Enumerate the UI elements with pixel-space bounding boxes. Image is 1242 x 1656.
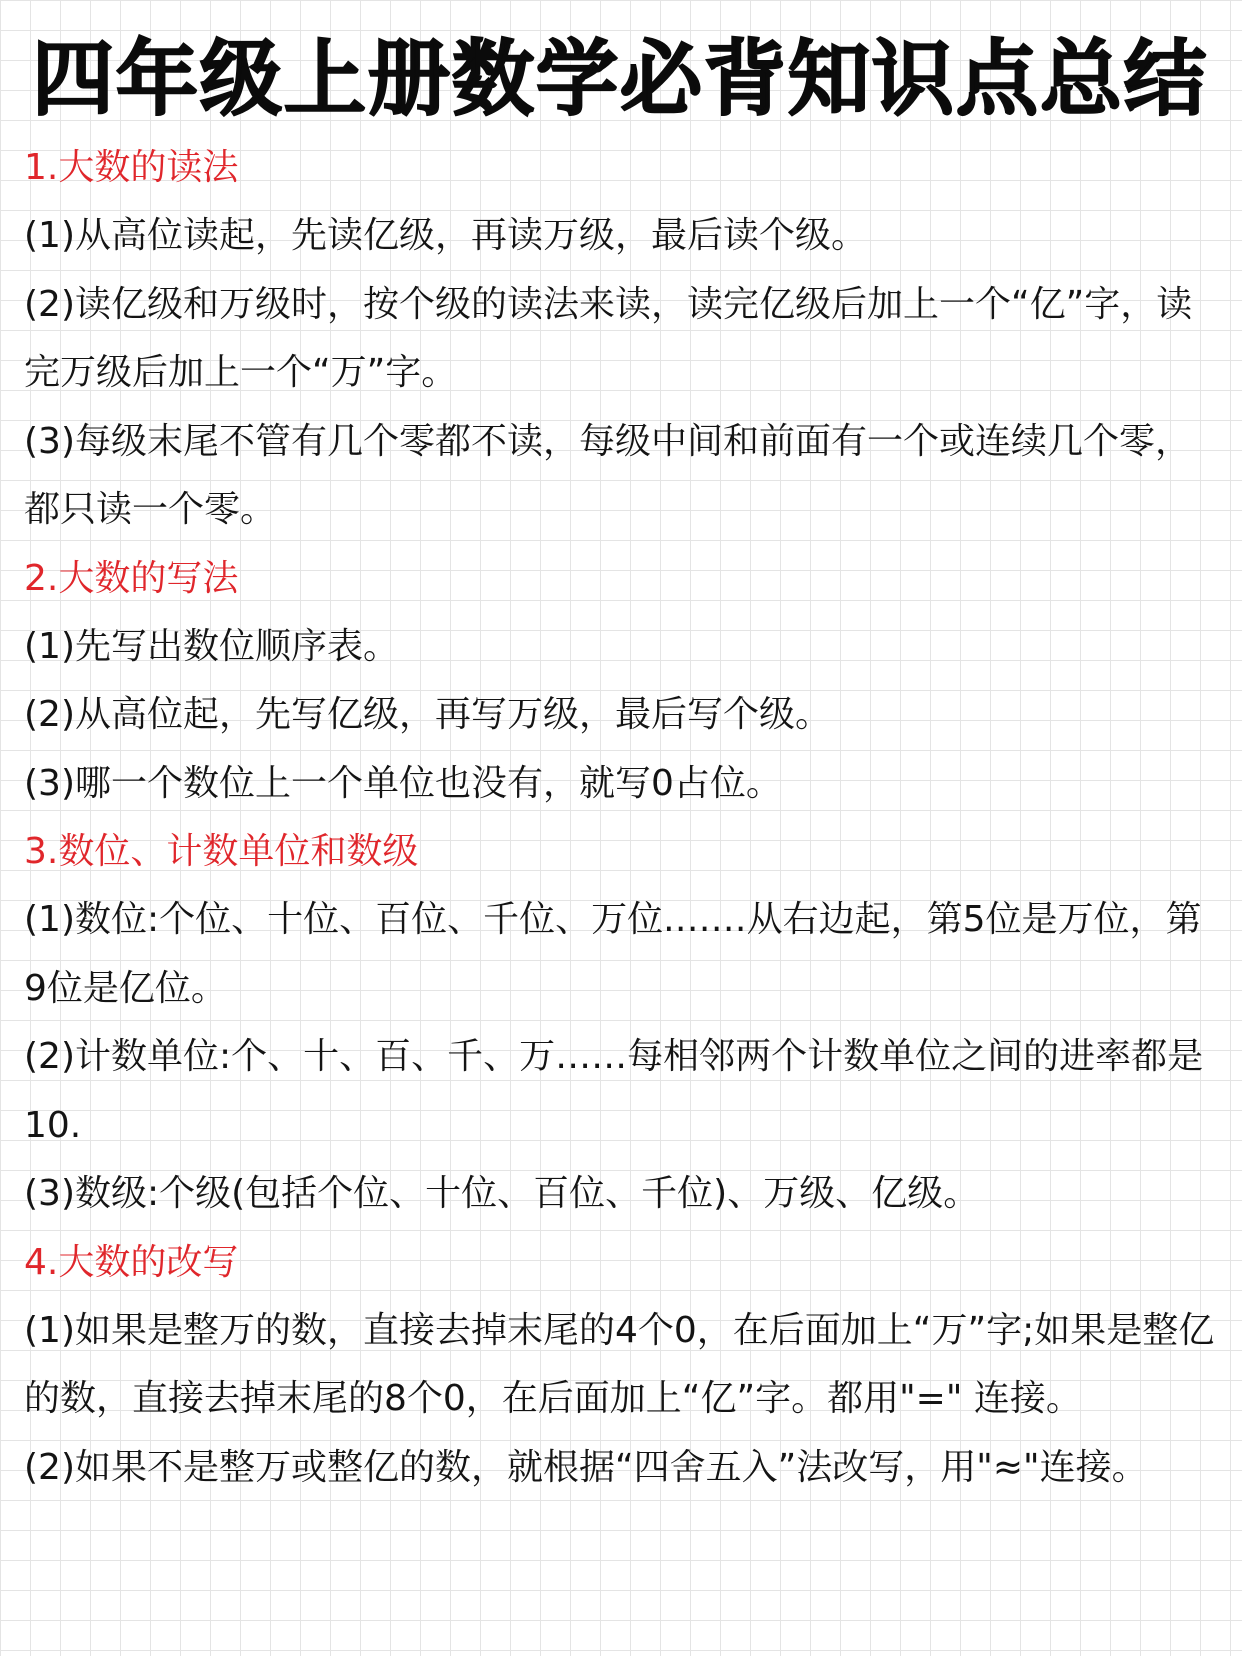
list-item: (1)从高位读起，先读亿级，再读万级，最后读个级。 [24, 215, 867, 256]
list-item: (2)计数单位:个、十、百、千、万……每相邻两个计数单位之间的进率都是10. [24, 1036, 1204, 1146]
list-item: (1)如果是整万的数，直接去掉末尾的4个0，在后面加上“万”字;如果是整亿的数，直接去掉末尾的8个0，在后面加上“亿”字。都用"=" 连接。 [24, 1309, 1215, 1419]
section-heading: 4.大数的改写 [24, 1241, 239, 1283]
list-item: (3)哪一个数位上一个单位也没有，就写0占位。 [24, 762, 782, 804]
list-item: (1)数位:个位、十位、百位、千位、万位.……从右边起，第5位是万位，第9位是亿位。 [24, 899, 1202, 1009]
section-heading: 1.大数的读法 [24, 147, 239, 188]
section-rewriting [24, 1229, 1216, 1503]
section-heading: 2.大数的写法 [24, 557, 239, 599]
section-writing [24, 545, 1216, 819]
list-item: (3)数级:个级(包括个位、十位、百位、千位)、万级、亿级。 [24, 1173, 980, 1214]
list-item: (3)每级末尾不管有几个零都不读，每级中间和前面有一个或连续几个零，都只读一个零。 [24, 420, 1191, 530]
content [24, 134, 1216, 1502]
list-item: (2)如果不是整万或整亿的数，就根据“四舍五入”法改写，用"≈"连接。 [24, 1446, 1148, 1488]
page-title: 四年级上册数学必背知识点总结 [31, 32, 1208, 127]
list-item: (1)先写出数位顺序表。 [24, 625, 399, 667]
list-item: (2)从高位起，先写亿级，再写万级，最后写个级。 [24, 694, 831, 735]
section-reading [24, 134, 1216, 545]
section-heading: 3.数位、计数单位和数级 [24, 831, 419, 872]
list-item: (2)读亿级和万级时，按个级的读法来读，读完亿级后加上一个“亿”字，读完万级后加上一个“万”字。 [24, 283, 1193, 393]
section-place-values [24, 818, 1216, 1229]
